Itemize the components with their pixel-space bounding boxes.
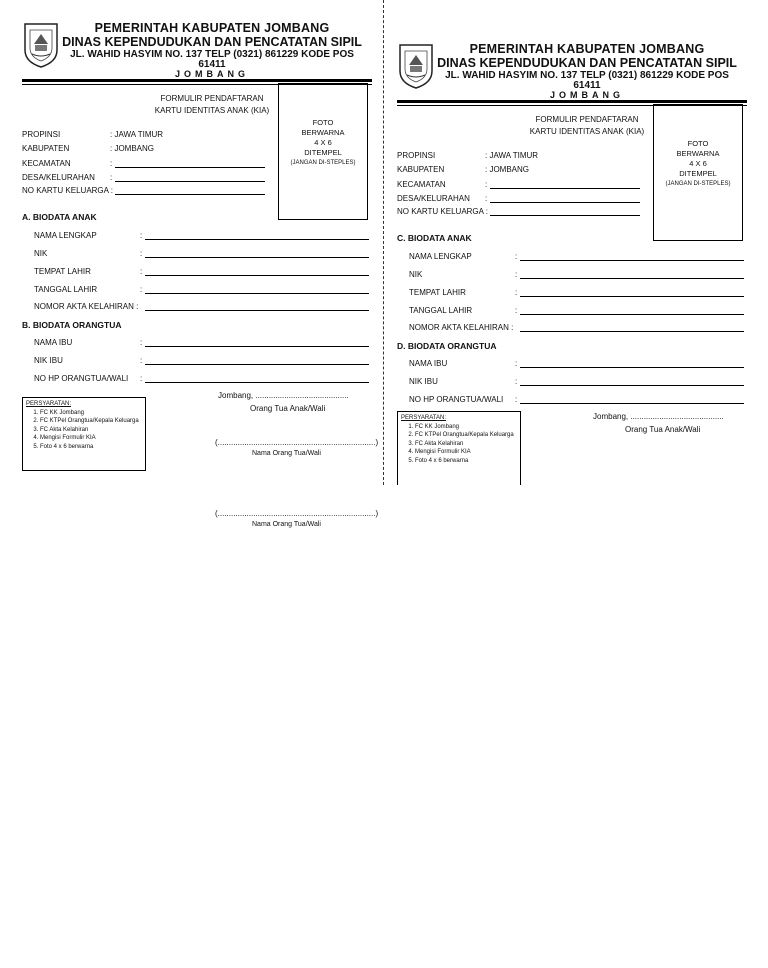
mother-name-field[interactable] <box>520 359 744 368</box>
header-department: DINAS KEPENDUDUKAN DAN PENCATATAN SIPIL <box>437 56 737 70</box>
header-rule <box>397 100 747 103</box>
photo-note: (JANGAN DI-STEPLES) <box>665 181 731 187</box>
kabupaten-label: KABUPATEN <box>22 144 70 153</box>
header-address: JL. WAHID HASYIM NO. 137 TELP (0321) 861229 KODE POS <box>70 49 354 60</box>
header-department: DINAS KEPENDUDUKAN DAN PENCATATAN SIPIL <box>62 35 362 49</box>
kecamatan-label: KECAMATAN <box>22 159 71 168</box>
signature-role: Orang Tua Anak/Wali <box>250 404 326 413</box>
photo-label: DITEMPEL <box>304 148 342 157</box>
requirement-item: 4. Mengisi Formulir KIA <box>415 448 517 457</box>
kk-field[interactable] <box>115 186 265 195</box>
header-government: PEMERINTAH KABUPATEN JOMBANG <box>469 42 705 56</box>
desa-label: DESA/KELURAHAN <box>22 173 95 182</box>
kia-form-left: PEMERINTAH KABUPATEN JOMBANG DINAS KEPENDUDUKAN DAN PENCATATAN SIPIL JL. WAHID HASYIM NO. 137 TELP (0321) 861229 KODE POS 61411 JOMBANG FORMULIR PENDAFTARAN KARTU IDENTITAS ANAK (KIA) FOTO BERWARNA 4 X 6 DITEMPEL (JANGAN DI-STEPLES) PROPINSI : JAWA TIMUR KABUPATEN : JOMBANG KECAMATAN : DESA/KELURAHAN : NO KARTU KELUARGA : A. BIODATA ANAK NAMA LENGKAP : NIK : TEMPAT LAHIR : TANGGAL LAHIR : NOMOR AKTA KELAHIRAN : B. BIODATA ORANGTUA NAMA IBU : NIK IBU : NO HP ORANGTUA/WALI : PERSYARATAN: 1. FC KK Jombang 2. FC KTPel Orangtua/Kepala Keluarga 3. FC Akta Kelahiran 4. Mengisi Formulir KIA 5. Foto 4 x 6 berwarna Jombang, .......................................... Orang Tua Anak/Wali (.......................................................................) Nama Orang Tua/Wali (.......................................................................) Nama Orang Tua/Wali <box>22 20 372 560</box>
signature-caption-2: Nama Orang Tua/Wali <box>252 521 321 528</box>
header-city: JOMBANG <box>549 90 624 100</box>
signature-blank-2[interactable]: (.......................................................................) <box>215 509 379 518</box>
phone-field[interactable] <box>520 395 744 404</box>
form-title: FORMULIR PENDAFTARAN <box>535 115 639 124</box>
header-postcode: 61411 <box>198 59 226 70</box>
photo-label: BERWARNA <box>301 128 345 137</box>
birth-cert-field[interactable] <box>145 302 369 311</box>
photo-label: DITEMPEL <box>679 169 717 178</box>
propinsi-label: PROPINSI <box>22 130 61 139</box>
kabupaten-value: : JOMBANG <box>110 144 155 153</box>
kecamatan-field[interactable] <box>490 180 640 189</box>
photo-size: 4 X 6 <box>314 138 332 147</box>
photo-size: 4 X 6 <box>689 159 707 168</box>
kk-field[interactable] <box>490 207 640 216</box>
desa-field[interactable] <box>115 173 265 182</box>
signature-caption: Nama Orang Tua/Wali <box>252 450 321 457</box>
photo-label: BERWARNA <box>676 149 720 158</box>
section-child: A. BIODATA ANAK <box>22 212 97 222</box>
form-subtitle: KARTU IDENTITAS ANAK (KIA) <box>529 127 645 136</box>
requirement-item: 3. FC Akta Kelahiran <box>40 426 142 435</box>
header-address: JL. WAHID HASYIM NO. 137 TELP (0321) 861229 KODE POS <box>445 70 729 81</box>
header-government: PEMERINTAH KABUPATEN JOMBANG <box>94 21 330 35</box>
signature-place: Jombang, .......................................... <box>593 412 724 421</box>
photo-label: FOTO <box>312 118 334 127</box>
phone-field[interactable] <box>145 374 369 383</box>
signature-blank[interactable]: (.......................................................................) <box>215 438 379 447</box>
requirements-box <box>397 411 521 485</box>
form-subtitle: KARTU IDENTITAS ANAK (KIA) <box>154 106 270 115</box>
requirement-item: 1. FC KK Jombang <box>40 409 142 418</box>
section-parent: B. BIODATA ORANGTUA <box>22 320 122 330</box>
child-name-field[interactable] <box>145 231 369 240</box>
requirement-item: 2. FC KTPel Orangtua/Kepala Keluarga <box>40 417 142 426</box>
birth-cert-field[interactable] <box>520 323 744 332</box>
mother-nik-field[interactable] <box>145 356 369 365</box>
header-postcode: 61411 <box>573 80 601 91</box>
kecamatan-field[interactable] <box>115 159 265 168</box>
photo-box <box>653 104 743 241</box>
mother-name-field[interactable] <box>145 338 369 347</box>
birthdate-field[interactable] <box>145 285 369 294</box>
requirement-item: 4. Mengisi Formulir KIA <box>40 434 142 443</box>
photo-label: FOTO <box>687 139 709 148</box>
requirement-item: 1. FC KK Jombang <box>415 423 517 432</box>
header-city: JOMBANG <box>174 69 249 79</box>
photo-note: (JANGAN DI-STEPLES) <box>290 160 356 166</box>
signature-role: Orang Tua Anak/Wali <box>625 425 701 434</box>
mother-nik-field[interactable] <box>520 377 744 386</box>
requirements-title: PERSYARATAN: <box>401 415 447 421</box>
photo-box <box>278 83 368 220</box>
form-title: FORMULIR PENDAFTARAN <box>160 94 264 103</box>
requirements-box <box>22 397 146 471</box>
desa-field[interactable] <box>490 194 640 203</box>
header-rule <box>22 79 372 82</box>
section-parent: D. BIODATA ORANGTUA <box>397 341 497 351</box>
child-nik-field[interactable] <box>520 270 744 279</box>
requirement-item: 5. Foto 4 x 6 berwarna <box>40 443 142 452</box>
child-nik-field[interactable] <box>145 249 369 258</box>
child-name-field[interactable] <box>520 252 744 261</box>
signature-place: Jombang, .......................................... <box>218 391 349 400</box>
requirement-item: 2. FC KTPel Orangtua/Kepala Keluarga <box>415 431 517 440</box>
requirements-title: PERSYARATAN: <box>26 401 72 407</box>
requirement-item: 5. Foto 4 x 6 berwarna <box>415 457 517 466</box>
requirement-item: 3. FC Akta Kelahiran <box>415 440 517 449</box>
birthplace-field[interactable] <box>520 288 744 297</box>
propinsi-value: : JAWA TIMUR <box>110 130 164 139</box>
birthdate-field[interactable] <box>520 306 744 315</box>
kk-label: NO KARTU KELUARGA : <box>22 186 113 195</box>
section-child: C. BIODATA ANAK <box>397 233 472 243</box>
birthplace-field[interactable] <box>145 267 369 276</box>
cut-line <box>383 0 384 485</box>
kia-form-right: PEMERINTAH KABUPATEN JOMBANG DINAS KEPENDUDUKAN DAN PENCATATAN SIPIL JL. WAHID HASYIM NO. 137 TELP (0321) 861229 KODE POS 61411 JOMBANG FORMULIR PENDAFTARAN KARTU IDENTITAS ANAK (KIA) FOTO BERWARNA 4 X 6 DITEMPEL (JANGAN DI-STEPLES) PROPINSI : JAWA TIMUR KABUPATEN : JOMBANG KECAMATAN : DESA/KELURAHAN : NO KARTU KELUARGA : C. BIODATA ANAK NAMA LENGKAP : NIK : TEMPAT LAHIR : TANGGAL LAHIR : NOMOR AKTA KELAHIRAN : D. BIODATA ORANGTUA NAMA IBU : NIK IBU : NO HP ORANGTUA/WALI : PERSYARATAN: 1. FC KK Jombang 2. FC KTPel Orangtua/Kepala Keluarga 3. FC Akta Kelahiran 4. Mengisi Formulir KIA 5. Foto 4 x 6 berwarna Jombang, .......................................... Orang Tua Anak/Wali <box>397 41 747 581</box>
